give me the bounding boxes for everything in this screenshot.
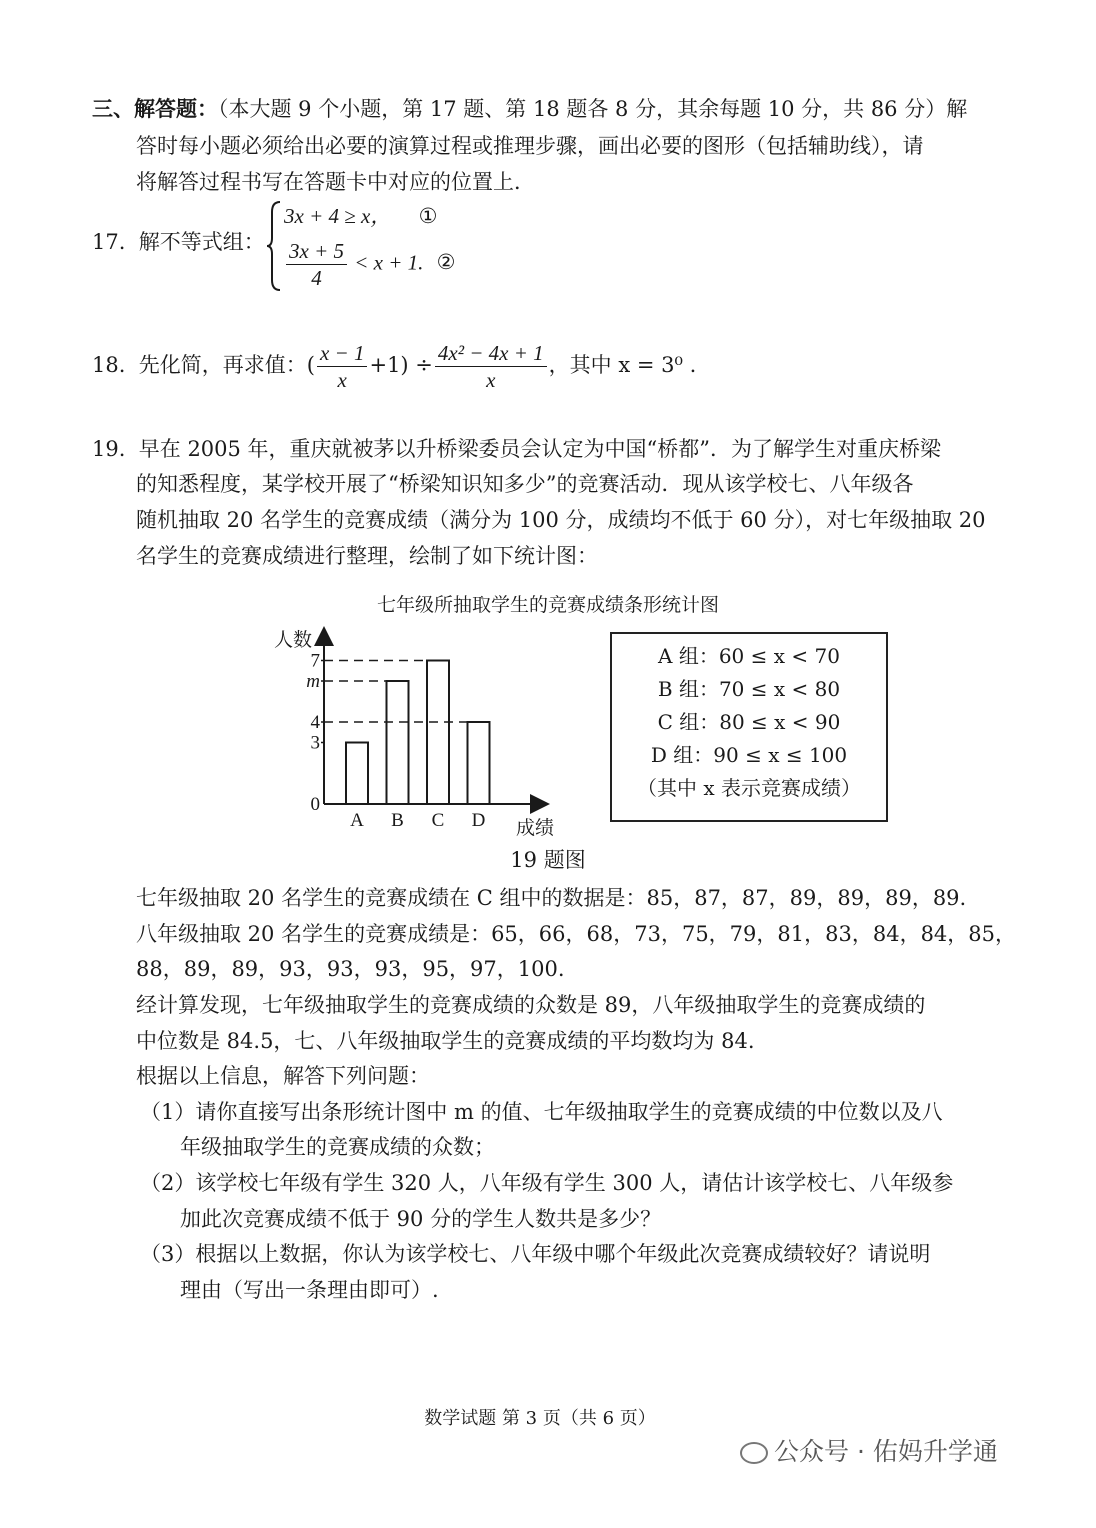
- legend-group-d: D 组：90 ≤ x ≤ 100: [650, 743, 848, 767]
- q19-data-5: 中位数是 84.5，七、八年级抽取学生的竞赛成绩的平均数均为 84.: [136, 1029, 755, 1053]
- legend-group-a: A 组：60 ≤ x < 70: [658, 644, 840, 668]
- q18-frac2-denominator: x: [486, 368, 496, 392]
- watermark: [740, 1432, 998, 1468]
- watermark-text: 公众号 · 佑妈升学通: [774, 1437, 998, 1466]
- bar-c: [427, 661, 449, 805]
- q17-label: [92, 228, 265, 256]
- q19-text-1: 早在 2005 年，重庆就被茅以升桥梁委员会认定为中国“桥都”．为了解学生对重庆桥梁: [138, 437, 942, 461]
- q19-sub-3a: （3）根据以上数据，你认为该学校七、八年级中哪个年级此次竞赛成绩较好？请说明: [140, 1242, 931, 1266]
- q18-tail: ，其中 x = 3⁰ .: [548, 353, 697, 377]
- q17-prompt: 解不等式组：: [138, 230, 265, 254]
- q18-prompt: 先化简，再求值：: [138, 353, 307, 377]
- q19-data-4: 经计算发现，七年级抽取学生的竞赛成绩的众数是 89，八年级抽取学生的竞赛成绩的: [136, 993, 926, 1017]
- q17-ineq2-denominator: 4: [311, 266, 322, 290]
- q17-mark-2: ②: [436, 250, 456, 275]
- q17-brace: [266, 200, 284, 292]
- section-line-3: 将解答过程书写在答题卡中对应的位置上．: [136, 170, 535, 194]
- q19-text-2: 的知悉程度，某学校开展了“桥梁知识知多少”的竞赛活动．现从该学校七、八年级各: [136, 472, 914, 496]
- q17-ineq2-numerator: 3x + 5: [286, 238, 347, 265]
- bar-a: [346, 743, 368, 805]
- q19-text-3: 随机抽取 20 名学生的竞赛成绩（满分为 100 分，成绩均不低于 60 分），对七年级抽取 20: [136, 508, 986, 532]
- page-footer: 数学试题 第 3 页（共 6 页）: [424, 1408, 656, 1429]
- q17-mark-1: ①: [418, 204, 438, 228]
- x-tick-b: B: [391, 810, 404, 831]
- q18-frac1-denominator: x: [337, 368, 347, 392]
- x-tick-c: C: [431, 810, 445, 831]
- q19-sub-3b: 理由（写出一条理由即可）.: [180, 1278, 439, 1302]
- bar-d: [468, 722, 490, 804]
- section-heading-line: [92, 95, 967, 123]
- q18-middle: +1) ÷: [369, 353, 433, 377]
- legend-group-c: C 组：80 ≤ x < 90: [657, 710, 841, 734]
- q17-ineq2-rest: < x + 1.: [354, 250, 424, 275]
- section-line-2: 答时每小题必须给出必要的演算过程或推理步骤，画出必要的图形（包括辅助线），请: [136, 134, 924, 158]
- q18-frac1-numerator: x − 1: [317, 340, 368, 367]
- x-tick-d: D: [471, 810, 486, 831]
- q19-sub-2b: 加此次竞赛成绩不低于 90 分的学生人数共是多少？: [180, 1207, 662, 1231]
- legend-group-b: B 组：70 ≤ x < 80: [657, 677, 841, 701]
- q19-sub-1a: （1）请你直接写出条形统计图中 m 的值、七年级抽取学生的竞赛成绩的中位数以及八: [140, 1100, 943, 1124]
- chart-title: 七年级所抽取学生的竞赛成绩条形统计图: [376, 594, 719, 616]
- q19-line-1: [92, 435, 941, 463]
- section-intro: （本大题 9 个小题，第 17 题、第 18 题各 8 分，其余每题 10 分，共 86 分）解: [218, 97, 968, 121]
- y-tick-3: 3: [310, 732, 320, 754]
- q19-data-6: 根据以上信息，解答下列问题：: [136, 1064, 430, 1088]
- q19-data-3: 88，89，89，93，93，93，95，97，100.: [136, 957, 565, 981]
- figure-caption: 19 题图: [510, 848, 586, 872]
- q19-sub-2a: （2）该学校七年级有学生 320 人，八年级有学生 300 人，请估计该学校七、八年级参: [140, 1171, 954, 1195]
- q17-inequality-2: [284, 238, 456, 291]
- section-heading: 三、解答题：: [92, 96, 218, 121]
- q17-number: 17.: [92, 230, 126, 254]
- q18-number: 18.: [92, 353, 126, 377]
- q19-data-1: 七年级抽取 20 名学生的竞赛成绩在 C 组中的数据是：85，87，87，89，89，89，89.: [136, 886, 967, 910]
- y-axis-label: 人数: [274, 630, 313, 651]
- q19-text-4: 名学生的竞赛成绩进行整理，绘制了如下统计图：: [136, 544, 598, 568]
- y-tick-m: m: [306, 671, 320, 692]
- x-tick-a: A: [350, 810, 364, 831]
- q17-inequality-1: [284, 202, 437, 230]
- q19-data-2: 八年级抽取 20 名学生的竞赛成绩是：65，66，68，73，75，79，81，83，84，84，85，: [136, 922, 1017, 946]
- q17-ineq1-text: 3x + 4 ≥ x，: [284, 204, 392, 228]
- x-axis-label: 成绩: [516, 818, 555, 839]
- q19-sub-1b: 年级抽取学生的竞赛成绩的众数；: [180, 1135, 495, 1159]
- y-tick-0: 0: [310, 794, 320, 815]
- bar-chart: [270, 620, 555, 850]
- q18-frac2-numerator: 4x² − 4x + 1: [435, 340, 547, 367]
- q19-number: 19.: [92, 437, 126, 461]
- q18-line: 18. 先化简，再求值：( $\frac{x - 1}{x}$ +1) ÷ $\frac{\text{4x² − 4x + 1}}{x}$ ，其中 x = 3⁰ .: [92, 341, 697, 392]
- bar-b: [387, 681, 409, 804]
- legend-note: （其中 x 表示竞赛成绩）: [637, 776, 861, 800]
- group-legend: [610, 632, 888, 822]
- wechat-icon: [740, 1442, 768, 1464]
- y-tick-4: 4: [310, 712, 320, 733]
- y-tick-7: 7: [310, 650, 320, 672]
